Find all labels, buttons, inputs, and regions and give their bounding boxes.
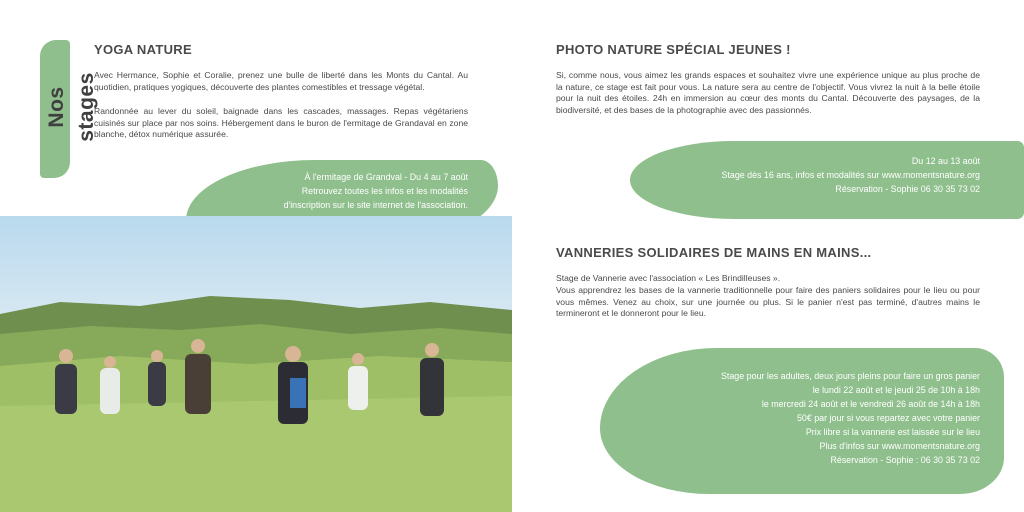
yoga-paragraph-1: Avec Hermance, Sophie et Coralie, prenez une bulle de liberté dans les Monts du Cantal. Au quotidien, pratiques yogiques, découverte des plantes comestibles et tressage végétal. <box>94 70 468 92</box>
vannerie-info-line: Stage pour les adultes, deux jours pleins pour faire un gros panier <box>720 371 980 381</box>
vannerie-info-line: le lundi 22 août et le jeudi 25 de 10h à 18h <box>812 385 980 395</box>
side-label-tab <box>40 40 98 180</box>
vannerie-info-line: Plus d'infos sur www.momentsnature.org <box>819 441 980 451</box>
vannerie-info-line: le mercredi 24 août et le vendredi 26 août de 14h à 18h <box>761 399 980 409</box>
photo-info-line: Réservation - Sophie 06 30 35 73 02 <box>835 184 980 194</box>
vannerie-info-line: Prix libre si la vannerie est laissée sur le lieu <box>805 427 980 437</box>
photo-title: PHOTO NATURE SPÉCIAL JEUNES ! <box>556 42 791 57</box>
yoga-info-line: d'inscription sur le site internet de l'association. <box>283 200 468 210</box>
side-label-text: Nos stages <box>45 72 98 142</box>
yoga-title: YOGA NATURE <box>94 42 192 57</box>
vannerie-paragraph-2: Vous apprendrez les bases de la vannerie traditionnelle pour faire des paniers solidaires pour le lieu ou pour vous mêmes. Venez au choix, sur une journée ou plus. Si le panier n'est pas terminé, d'autres mains le termineront et le donneront pour le lieu. <box>556 285 980 319</box>
photo-paragraph: Si, comme nous, vous aimez les grands espaces et souhaitez vivre une expérience unique au plus proche de la nature, ce stage est fait pour vous. La nature sera au centre de l'objectif. Vous vivrez la nuit à la belle étoile pour la nuit des étoiles. 24h en immersion au cœur des monts du Cantal. Découverte des paysages, de la biodiversité, et des bases de la photographie avec des passionnés. <box>556 70 980 115</box>
vannerie-paragraph-1: Stage de Vannerie avec l'association « Les Brindilleuses ». <box>556 273 781 283</box>
photo-info-line: Du 12 au 13 août <box>911 156 980 166</box>
vannerie-title: VANNERIES SOLIDAIRES DE MAINS EN MAINS... <box>556 245 872 260</box>
vannerie-info-line: 50€ par jour si vous repartez avec votre panier <box>796 413 980 423</box>
yoga-paragraph-2: Randonnée au lever du soleil, baignade dans les cascades, massages. Repas végétariens cuisinés sur place par nos soins. Hébergement dans le buron de l'ermitage de Grandaval en zone blanche, détox numérique assurée. <box>94 106 468 140</box>
mountain-landscape-image <box>0 216 512 512</box>
vannerie-info-box <box>600 348 1004 494</box>
photo-info-box <box>630 141 1024 219</box>
yoga-info-line: Retrouvez toutes les infos et les modalités <box>301 186 468 196</box>
yoga-group-photo <box>0 216 512 512</box>
yoga-info-line: À l'ermitage de Grandval - Du 4 au 7 août <box>304 172 468 182</box>
vannerie-info-line: Réservation - Sophie : 06 30 35 73 02 <box>830 455 980 465</box>
photo-info-line: Stage dès 16 ans, infos et modalités sur www.momentsnature.org <box>721 170 980 180</box>
